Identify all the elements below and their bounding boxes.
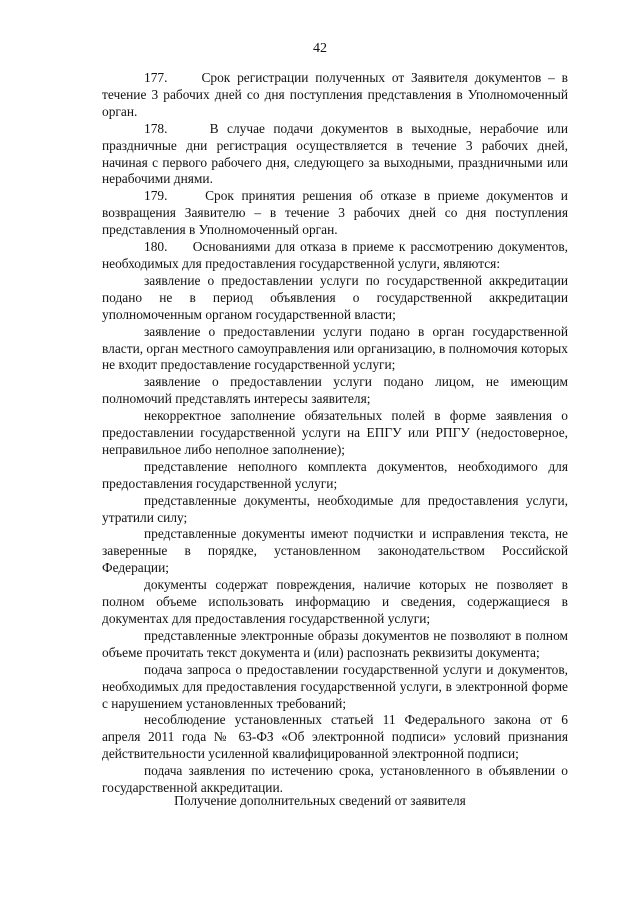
paragraph-number: 179. [144, 188, 168, 204]
paragraph-number: 177. [144, 70, 168, 85]
ground-item: подача заявления по истечению срока, установленного в объявлении о государственной аккредитации. [102, 763, 568, 796]
paragraph-177 [102, 70, 568, 121]
paragraph-number: 180. [144, 239, 168, 255]
paragraph-number: 178. [144, 120, 168, 136]
ground-item: заявление о предоставлении услуги по государственной аккредитации подано не в период объявления о государственной аккредитации уполномоченным органом государственной власти; [102, 272, 568, 322]
ground-item: документы содержат повреждения, наличие которых не позволяет в полном объеме использовать информацию и сведения, содержащиеся в документах для предоставления государственной услуги; [102, 577, 568, 626]
ground-item: представление неполного комплекта документов, необходимого для предоставления государственной услуги; [102, 458, 568, 491]
ground-item: представленные документы имеют подчистки и исправления текста, не заверенные в порядке, установленном законодательством Российской Федерации; [102, 526, 568, 576]
ground-item: представленные электронные образы документов не позволяют в полном объеме прочитать текст документа и (или) распознать реквизиты документа; [102, 627, 568, 660]
paragraph-178 [102, 121, 568, 189]
ground-item: заявление о предоставлении услуги подано лицом, не имеющим полномочий представлять интересы заявителя; [102, 374, 568, 407]
paragraph-text: Основаниями для отказа в приеме к рассмотрению документов, необходимых для предоставления государственной услуги, являются: [102, 239, 568, 271]
paragraph-text: Срок принятия решения об отказе в приеме документов и возвращения Заявителю – в течение 3 рабочих дней со дня поступления представления в Уполномоченный орган. [102, 188, 568, 238]
paragraph-text: В случае подачи документов в выходные, нерабочие или праздничные дни регистрация осуществляется в течение 3 рабочих дней, начиная с первого рабочего дня, следующего за выходными, праздничными или нерабочими днями. [102, 120, 568, 187]
page-number: 42 [313, 41, 327, 56]
paragraph-text: Срок регистрации полученных от Заявителя документов – в течение 3 рабочих дней со дня поступления представления в Уполномоченный орган. [102, 70, 568, 119]
document-body [102, 70, 568, 797]
ground-item: представленные документы, необходимые для предоставления услуги, утратили силу; [102, 492, 568, 525]
paragraph-179 [102, 188, 568, 239]
ground-item: заявление о предоставлении услуги подано в орган государственной власти, орган местного самоуправления или организацию, в полномочия которых не входит предоставление государственной услуги; [102, 323, 568, 373]
ground-item: некорректное заполнение обязательных полей в форме заявления о предоставлении государственной услуги на ЕПГУ или РПГУ (недостоверное, неправильное либо неполное заполнение); [102, 408, 568, 457]
ground-item: подача запроса о предоставлении государственной услуги и документов, необходимых для предоставления государственной услуги, в электронной форме с нарушением установленных требований; [102, 661, 568, 711]
section-heading: Получение дополнительных сведений от заявителя [174, 793, 466, 808]
ground-item: несоблюдение установленных статьей 11 Федерального закона от 6 апреля 2011 года № 63-ФЗ «Об электронной подписи» условий признания действительности усиленной квалифицированной электронной подписи; [102, 712, 568, 762]
paragraph-180 [102, 239, 568, 273]
